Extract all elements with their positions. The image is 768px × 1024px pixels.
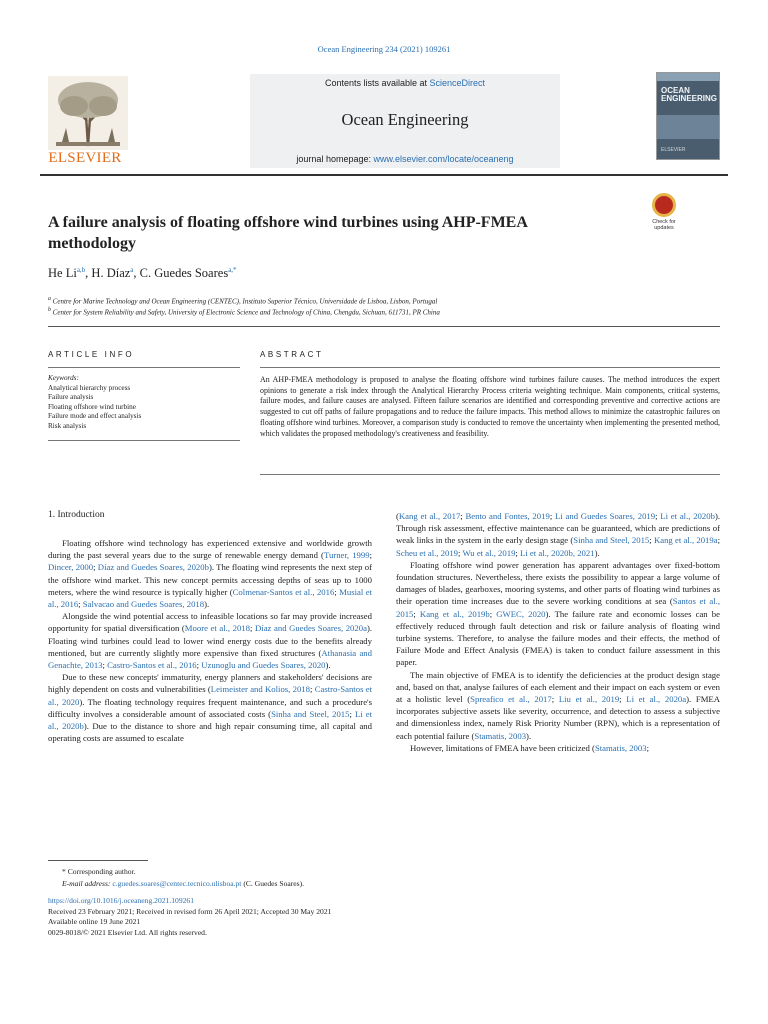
citation-link[interactable]: Santos et al., 2015 xyxy=(396,596,720,619)
body-text: ; xyxy=(196,660,202,671)
author-name[interactable]: C. Guedes Soares xyxy=(139,266,229,281)
article-info-rule-bottom xyxy=(48,440,240,441)
journal-title[interactable]: Ocean Engineering xyxy=(341,110,469,129)
body-text: ; xyxy=(78,599,83,610)
email-label: E-mail address: xyxy=(62,878,113,888)
article-info-heading: ARTICLE INFO xyxy=(48,350,135,359)
author-name[interactable]: He Li xyxy=(48,266,77,281)
doi-link[interactable]: https://doi.org/10.1016/j.oceaneng.2021.109261 xyxy=(48,896,195,905)
author-separator: , xyxy=(133,266,140,281)
body-text: ; xyxy=(102,660,108,671)
check-for-updates-badge[interactable] xyxy=(644,193,684,233)
sciencedirect-link[interactable]: ScienceDirect xyxy=(429,78,486,88)
body-paragraph xyxy=(48,671,372,744)
email-footnote xyxy=(48,878,720,890)
received-dates: Received 23 February 2021; Received in revised form 26 April 2021; Accepted 30 May 2021 xyxy=(48,906,332,916)
email-link[interactable]: c.guedes.soares@centec.tecnico.ulisboa.pt xyxy=(112,878,242,888)
body-text: ). xyxy=(526,730,532,741)
body-text: ; xyxy=(334,586,340,597)
keywords-block xyxy=(48,374,240,432)
body-text: ). Due to the distance to shore and high repair consuming time, all capital and operating costs are assumed to escalate xyxy=(48,721,372,744)
cover-middle-band xyxy=(657,115,719,139)
body-text: However, limitations of FMEA have been criticized ( xyxy=(410,742,595,753)
body-text: ; xyxy=(717,535,721,546)
cover-title: OCEAN ENGINEERING xyxy=(661,86,718,103)
citation-link[interactable]: Scheu et al., 2019 xyxy=(396,547,459,558)
journal-banner xyxy=(250,74,560,168)
affiliation-text: Centre for Marine Technology and Ocean Engineering (CENTEC), Instituto Superior Técnico, Universidade de Lisboa, Lisbon, Portugal xyxy=(52,297,438,306)
available-online: Available online 19 June 2021 xyxy=(48,917,141,927)
citation-link[interactable]: Kang et al., 2019b xyxy=(419,608,490,619)
body-text: ). The floating technology requires frequent maintenance, and such a procedure's difficulty involves a considerable amount of associated costs ( xyxy=(48,696,372,719)
citation-link[interactable]: Li and Guedes Soares, 2019 xyxy=(555,511,656,521)
keyword-item: Failure mode and effect analysis xyxy=(48,412,142,421)
check-updates-label: Check for updates xyxy=(652,219,676,231)
citation-link[interactable]: Li et al., 2020b, 2021 xyxy=(520,547,595,558)
body-text: ; xyxy=(549,511,555,521)
citation-link[interactable]: Musial et al., 2016 xyxy=(48,586,372,610)
body-text: ( xyxy=(396,511,399,521)
citation-link[interactable]: Li et al., 2020b xyxy=(660,511,715,521)
body-text: ; xyxy=(551,694,559,705)
body-text: Alongside the wind potential access to infeasible locations so far may provide increased opportunity for spatial diversification ( xyxy=(48,611,372,634)
body-text: Due to these new concepts' immaturity, energy planners and stakeholders' decisions are highly dependent on costs and vulnerabilities ( xyxy=(48,672,372,695)
citation-link[interactable]: Díaz and Guedes Soares, 2020b xyxy=(97,562,209,573)
body-text: ; xyxy=(649,535,654,546)
affiliation-mark: a xyxy=(48,296,51,302)
corresponding-text: Corresponding author. xyxy=(67,867,136,876)
body-text: ; xyxy=(93,562,98,573)
keyword-item: Floating offshore wind turbine xyxy=(48,402,136,411)
corresponding-footnote xyxy=(48,866,720,878)
affiliation-mark: b xyxy=(48,307,51,313)
affiliation-a xyxy=(48,296,437,305)
contents-line xyxy=(250,78,560,88)
author-affiliation-mark[interactable]: a xyxy=(130,266,134,274)
body-text: ; xyxy=(655,511,661,521)
body-text: ; xyxy=(515,547,521,558)
citation-link[interactable]: Stamatis, 2003 xyxy=(474,730,527,741)
citation-link[interactable]: Liu et al., 2019 xyxy=(558,694,620,705)
citation-link[interactable]: Kang et al., 2019a xyxy=(653,535,718,546)
citation-link[interactable]: Castro-Santos et al., 2016 xyxy=(107,660,197,671)
check-updates-icon xyxy=(652,193,676,217)
journal-header xyxy=(40,72,728,172)
citation-link[interactable]: Díaz and Guedes Soares, 2020a xyxy=(255,623,367,634)
keyword-item: Failure analysis xyxy=(48,393,94,402)
abstract-text: An AHP-FMEA methodology is proposed to analyse the floating offshore wind turbines failure causes. The method introduces the expert opinions to generate a risk index through the Analytical Hierarchy Process criteria weighting technique. Main components, critical systems, failure modes, and failure causes are analysed. Fifteen failure scenarios are identified and corresponding preventive and corrective actions are suggested to cut off paths of failure propagations and to reduce the failure impacts. This method allows to minimize the catastrophic failures on floating offshore wind turbines. Moreover, a comparison study is conducted to remove the uncertainty when implementing the presented method, which validates the proposed methodology's creativeness and feasibility. xyxy=(260,375,720,438)
citation-link[interactable]: Leimeister and Kolios, 2018 xyxy=(210,684,310,695)
section-rule xyxy=(48,326,720,327)
affiliation-text: Center for System Reliability and Safety, University of Electronic Science and Technology of China, Chengdu, Sichuan, 611731, PR China xyxy=(52,308,440,317)
body-text: ; xyxy=(646,742,650,753)
body-text: The main objective of FMEA is to identify the deficiencies at the product design stage and, based on that, analyse failures of each element and their impact on each system or even at a holistic level ( xyxy=(396,669,720,705)
body-column-left xyxy=(48,537,372,744)
body-text: ). The floating wind represents the next step of the offshore wind market. This new concept permits accessing depths of seas up to 1000 meters, where the wind resource is typically higher ( xyxy=(48,562,372,597)
citation-link[interactable]: Stamatis, 2003 xyxy=(594,742,647,753)
body-text: ; xyxy=(458,547,463,558)
body-text: ). The failure rate and economic losses can be effectively reduced through fault detection and risk or failure analysis of floating wind turbine systems. Therefore, to analyse the failure modes and their effects, the method of Failure Mode and Effect Analysis (FMEA) is taken to conduct failure assessment in this paper. xyxy=(396,608,720,668)
keyword-item: Risk analysis xyxy=(48,421,87,430)
body-column-right xyxy=(396,510,720,754)
body-text: ). FMEA incorporates subjective assets like severity, occurrence, and detection to assess a subjective and dimensionless index, namely Risk Priority Number (RPN), which is a representation of each potential failure ( xyxy=(396,694,720,741)
citation-link[interactable]: Spreafico et al., 2017 xyxy=(470,694,552,705)
abstract-rule-top xyxy=(260,367,720,368)
citation-link[interactable]: Turner, 1999 xyxy=(323,550,370,561)
citation-link[interactable]: Sinha and Steel, 2015 xyxy=(271,708,350,719)
body-paragraph xyxy=(48,537,372,610)
citation-link[interactable]: Li et al., 2020a xyxy=(626,694,687,705)
body-paragraph xyxy=(396,510,720,559)
cover-publisher: ELSEVIER xyxy=(661,147,686,153)
publication-info xyxy=(48,896,720,938)
citation-link[interactable]: Bento and Fontes, 2019 xyxy=(465,511,550,521)
citation-link[interactable]: Dincer, 2000 xyxy=(48,562,94,573)
body-text: ). xyxy=(204,599,210,610)
body-text: ). xyxy=(594,547,600,558)
body-text: ; xyxy=(460,511,466,521)
author-list xyxy=(48,266,237,281)
keyword-item: Analytical hierarchy process xyxy=(48,383,131,392)
body-text: ). Floating wind turbines could lead to lower wind energy costs due to the benefits already mentioned, but are currently slightly more expensive than fixed structures ( xyxy=(48,623,373,658)
citation-link[interactable]: Athanasia and Genachte, 2013 xyxy=(48,647,372,671)
journal-cover-image[interactable] xyxy=(656,72,720,160)
contents-prefix: Contents lists available at xyxy=(324,78,430,88)
body-text: ). xyxy=(325,660,331,671)
header-rule xyxy=(40,174,728,176)
citation-link[interactable]: Uzunoglu and Guedes Soares, 2020 xyxy=(201,660,326,671)
author-affiliation-mark[interactable]: a,b xyxy=(76,266,86,274)
corresponding-mark: * xyxy=(62,867,66,876)
article-info-rule-top xyxy=(48,367,240,368)
body-paragraph xyxy=(396,559,720,669)
homepage-link[interactable]: www.elsevier.com/locate/oceaneng xyxy=(373,154,514,164)
body-text: ; xyxy=(489,608,497,619)
cover-top-band xyxy=(657,73,719,81)
body-text: ; xyxy=(349,708,355,719)
body-paragraph xyxy=(48,610,372,671)
affiliation-b xyxy=(48,307,440,316)
abstract-rule-bottom xyxy=(260,474,720,475)
citation-link[interactable]: Sinha and Steel, 2015 xyxy=(573,535,650,546)
body-text: ). Through risk assessment, effective maintenance can be guaranteed, which are predictions of weak links in the system in the early design stage ( xyxy=(396,511,721,546)
homepage-label: journal homepage: xyxy=(296,154,374,164)
body-text: ; xyxy=(413,608,420,619)
email-suffix: (C. Guedes Soares). xyxy=(241,878,305,888)
body-text: Floating offshore wind technology has experienced extensive and worldwide growth during the past several years due to the surge of renewable energy demand ( xyxy=(48,538,372,561)
footnotes xyxy=(48,866,720,889)
citation-link[interactable]: Colmenar-Santos et al., 2016 xyxy=(232,586,335,597)
author-name[interactable]: H. Díaz xyxy=(91,266,131,281)
publisher-wordmark[interactable]: ELSEVIER xyxy=(48,150,122,166)
article-title: A failure analysis of floating offshore wind turbines using AHP-FMEA methodology xyxy=(48,214,528,252)
citation-link[interactable]: Kang et al., 2017 xyxy=(398,511,461,521)
body-text: ; xyxy=(250,623,256,634)
author-separator: , xyxy=(85,266,92,281)
citation-link[interactable]: Castro-Santos et al., 2020 xyxy=(48,684,372,707)
body-text: Floating offshore wind power generation has apparent advantages over fixed-bottom foundation structures. Nevertheless, there exists the possibility to appear a large volume of damages of blades, gearboxes, mooring systems, and other parts of floating wind turbines as their operation time increases due to the severe working conditions at sea ( xyxy=(396,559,720,607)
abstract-heading: ABSTRACT xyxy=(260,350,324,359)
body-text: ; xyxy=(619,694,627,705)
citation-link[interactable]: Wu et al., 2019 xyxy=(462,547,516,558)
citation-link[interactable]: Salvacao and Guedes Soares, 2018 xyxy=(82,599,205,610)
citation-link[interactable]: Li et al., 2020b xyxy=(48,708,372,732)
body-paragraph xyxy=(396,742,720,754)
citation-link[interactable]: GWEC, 2020 xyxy=(496,608,546,619)
citation-link[interactable]: Moore et al., 2018 xyxy=(184,623,250,634)
author-affiliation-mark[interactable]: a,* xyxy=(228,266,237,274)
body-text: ; xyxy=(369,550,373,561)
keywords-label: Keywords: xyxy=(48,374,79,382)
footnote-rule xyxy=(48,860,148,861)
body-paragraph xyxy=(396,669,720,742)
homepage-line xyxy=(250,154,560,164)
journal-reference[interactable]: Ocean Engineering 234 (2021) 109261 xyxy=(317,44,451,54)
body-text: ; xyxy=(310,684,315,695)
introduction-heading: 1. Introduction xyxy=(48,510,105,520)
copyright-line: 0029-8018/© 2021 Elsevier Ltd. All rights reserved. xyxy=(48,927,207,937)
